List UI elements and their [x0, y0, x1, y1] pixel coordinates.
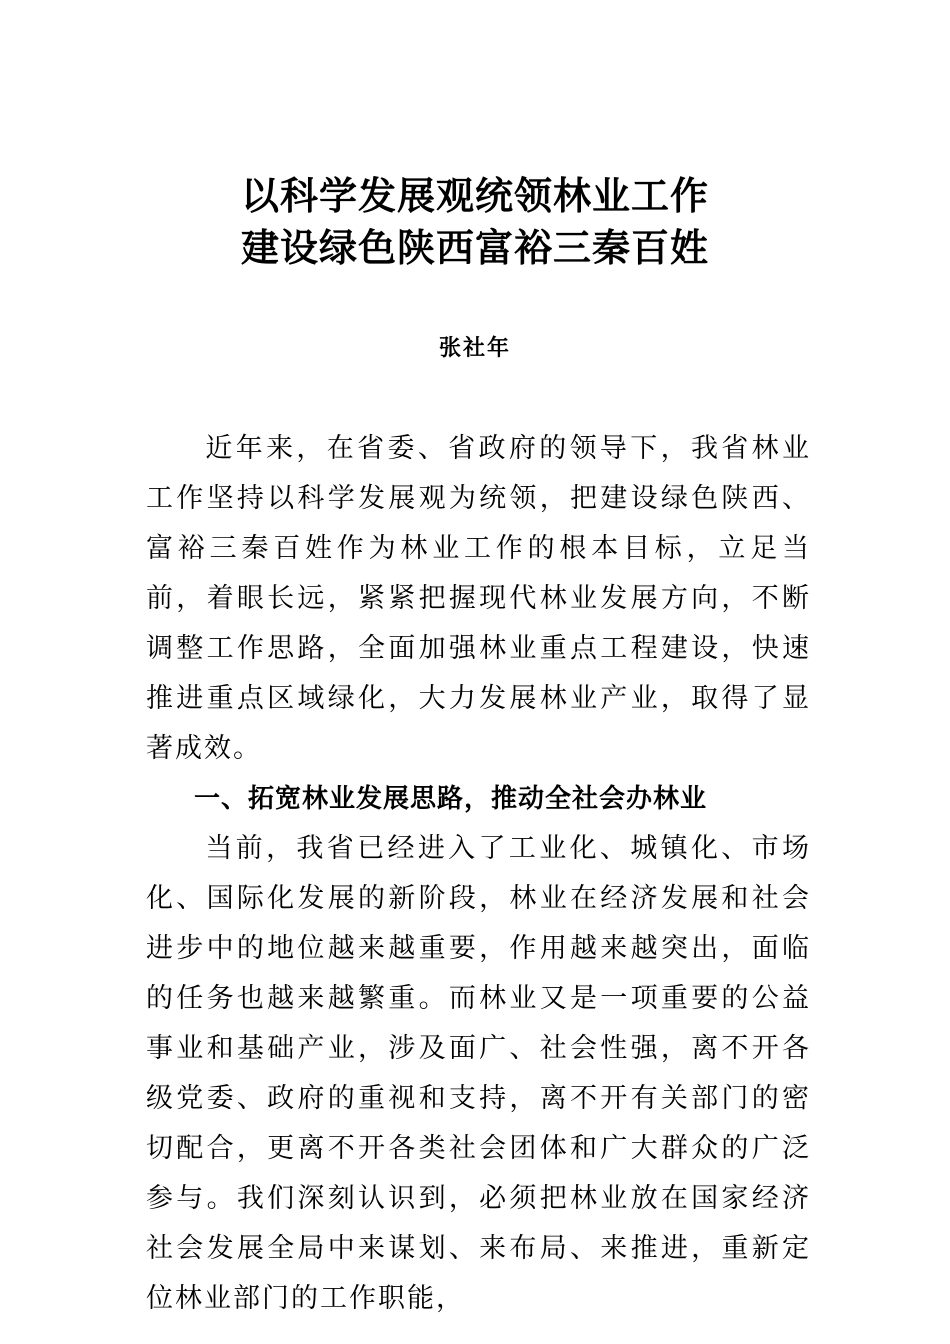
document-body — [146, 424, 811, 1324]
intro-paragraph: 近年来，在省委、省政府的领导下，我省林业工作坚持以科学发展观为统领，把建设绿色陕西、富裕三秦百姓作为林业工作的根本目标，立足当前，着眼长远，紧紧把握现代林业发展方向，不断调整工作思路，全面加强林业重点工程建设，快速推进重点区域绿化，大力发展林业产业，取得了显著成效。 — [146, 433, 811, 764]
document-title — [0, 170, 950, 274]
section-heading: 一、拓宽林业发展思路，推动全社会办林业 — [194, 784, 708, 814]
author-name: 张社年 — [438, 336, 511, 361]
section-paragraph: 当前，我省已经进入了工业化、城镇化、市场化、国际化发展的新阶段，林业在经济发展和社会进步中的地位越来越重要，作用越来越突出，面临的任务也越来越繁重。而林业又是一项重要的公益事业和基础产业，涉及面广、社会性强，离不开各级党委、政府的重视和支持，离不开有关部门的密切配合，更离不开各类社会团体和广大群众的广泛参与。我们深刻认识到，必须把林业放在国家经济社会发展全局中来谋划、来布局、来推进，重新定位林业部门的工作职能， — [146, 833, 811, 1314]
title-line-2: 建设绿色陕西富裕三秦百姓 — [240, 225, 709, 270]
title-line-1: 以科学发展观统领林业工作 — [240, 173, 709, 218]
